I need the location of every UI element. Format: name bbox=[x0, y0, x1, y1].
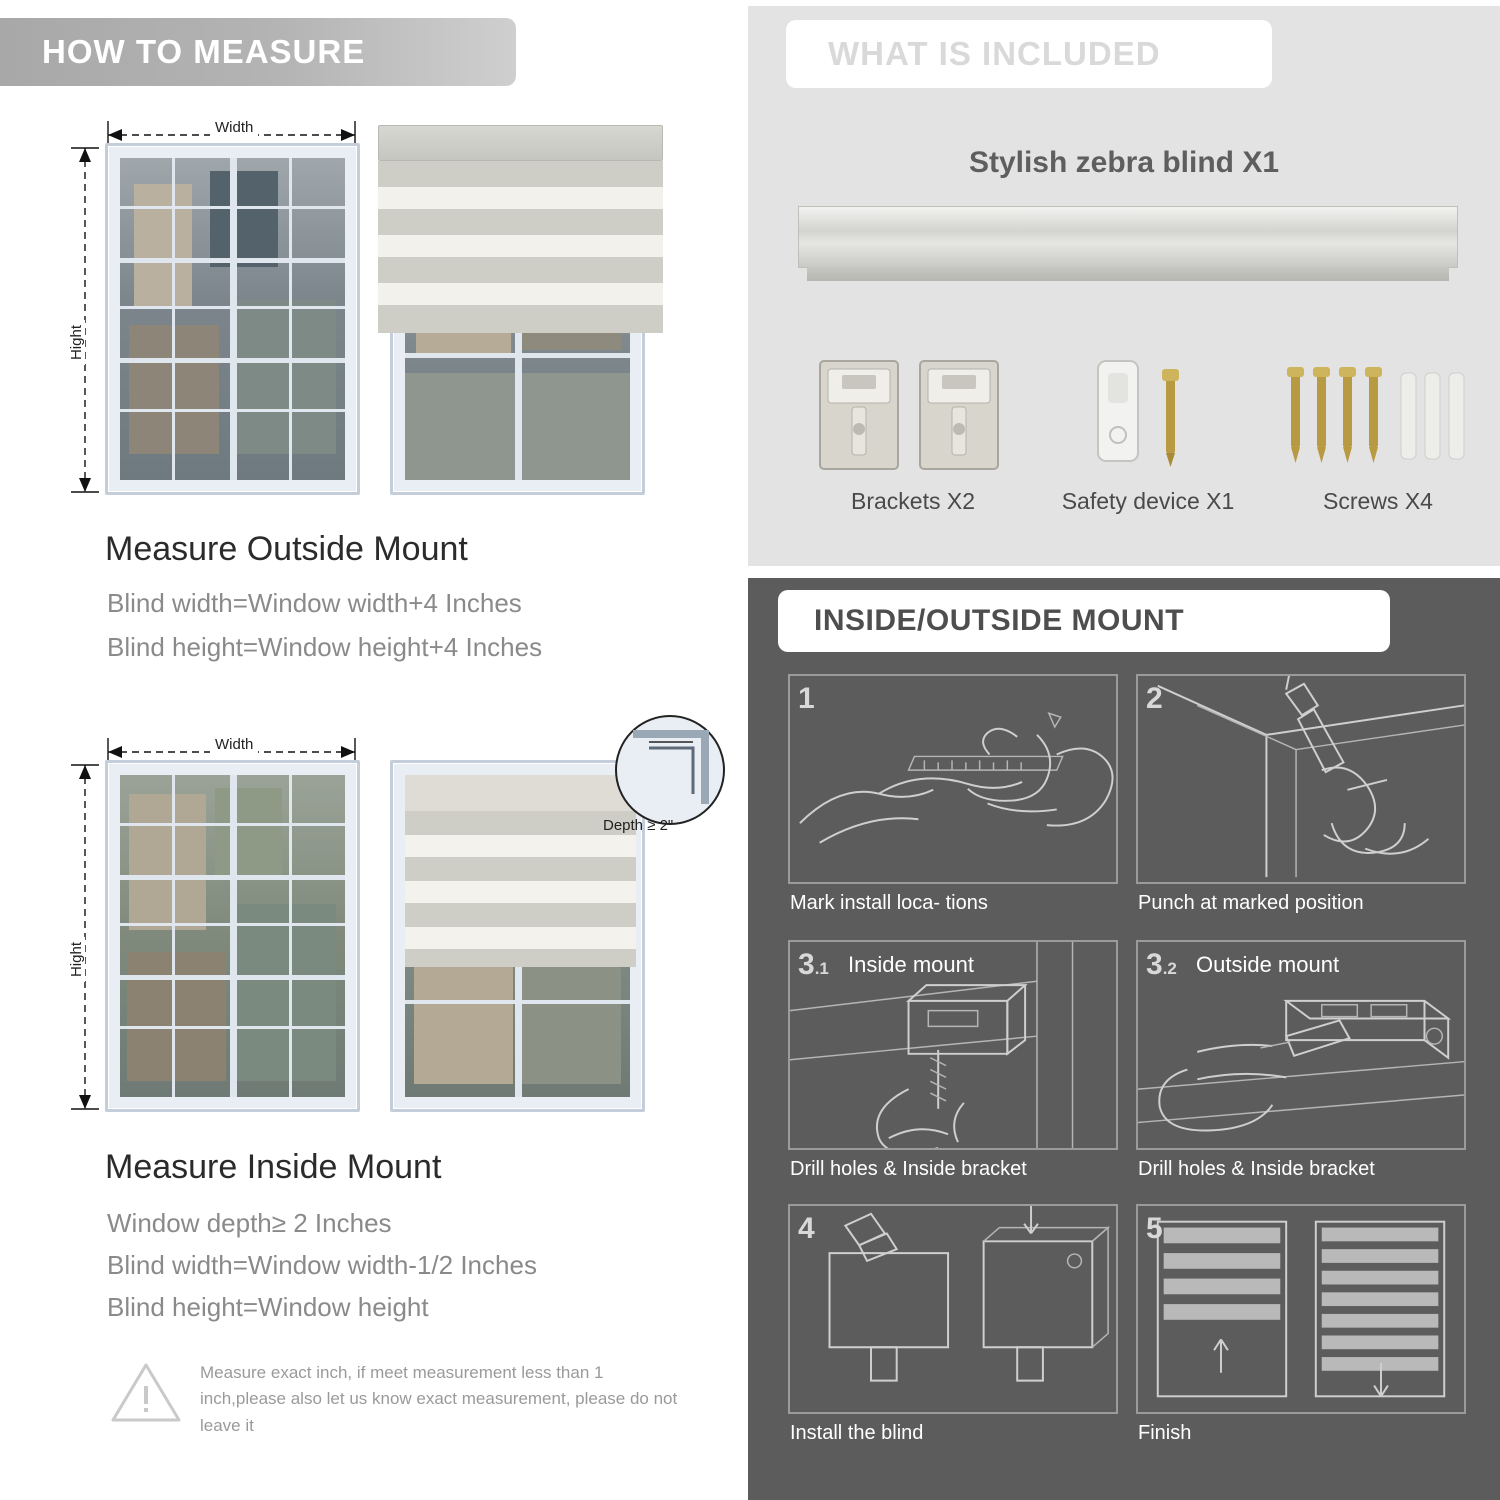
step-caption: Install the blind bbox=[790, 1422, 924, 1444]
blind-fabric bbox=[405, 775, 636, 967]
depth-label: Depth ≥ 2" bbox=[603, 817, 674, 834]
product-title: Stylish zebra blind X1 bbox=[968, 146, 1280, 179]
outside-width-label: Width bbox=[210, 119, 258, 136]
outside-height-label: Hight bbox=[68, 320, 85, 365]
part-label: Safety device X1 bbox=[1061, 488, 1235, 514]
step-1 bbox=[788, 674, 1118, 914]
step-2 bbox=[1136, 674, 1466, 914]
part-screws bbox=[1258, 346, 1498, 536]
measure-note-text: Measure exact inch, if meet measurement less than 1 inch,please also let us know exact measurement, please do not leave it bbox=[200, 1363, 678, 1435]
outside-mount-line-1: Blind width=Window width+4 Inches bbox=[107, 588, 522, 618]
drill-icon bbox=[1136, 674, 1466, 884]
part-label: Brackets X2 bbox=[851, 488, 975, 514]
inside-mount-line-2: Blind width=Window width-1/2 Inches bbox=[107, 1250, 537, 1280]
part-brackets bbox=[788, 346, 1038, 536]
part-safety-device bbox=[1023, 346, 1273, 536]
inside-mount-line-1: Window depth≥ 2 Inches bbox=[107, 1208, 392, 1238]
bracket-icon bbox=[808, 351, 1018, 481]
inside-mount-title: Measure Inside Mount bbox=[105, 1148, 442, 1186]
inside-mount-diagram bbox=[60, 722, 700, 1132]
step-5 bbox=[1136, 1204, 1466, 1444]
inside-height-label: Hight bbox=[68, 937, 85, 982]
step-number: 5 bbox=[1146, 1212, 1163, 1245]
step-number-sub: .2 bbox=[1162, 959, 1177, 978]
what-is-included-section bbox=[748, 6, 1500, 566]
outside-mount-line-2: Blind height=Window height+4 Inches bbox=[107, 632, 543, 662]
parts-row bbox=[748, 346, 1500, 546]
step-number: 1 bbox=[798, 682, 815, 715]
step-number-sub: .1 bbox=[814, 959, 829, 978]
part-label: Screws X4 bbox=[1323, 488, 1433, 514]
step-inline-label: Inside mount bbox=[848, 952, 974, 977]
how-to-measure-section bbox=[0, 0, 742, 1500]
step-3-2 bbox=[1136, 940, 1466, 1180]
step-number: 3.1 bbox=[798, 948, 829, 981]
step-caption: Drill holes & Inside bracket bbox=[1138, 1158, 1375, 1180]
step-number: 3.2 bbox=[1146, 948, 1177, 981]
zebra-blind-headrail-image bbox=[798, 206, 1458, 268]
what-is-included-header: WHAT IS INCLUDED bbox=[786, 20, 1272, 88]
right-column bbox=[748, 0, 1500, 1500]
warning-triangle-icon bbox=[110, 1360, 182, 1424]
window-inside-bare bbox=[105, 760, 360, 1112]
blind-headrail bbox=[378, 125, 663, 161]
blind-fabric bbox=[378, 161, 663, 333]
window-mullions bbox=[120, 158, 345, 480]
window-outside-bare bbox=[105, 143, 360, 495]
measure-note bbox=[110, 1360, 680, 1439]
inside-outside-mount-section bbox=[748, 578, 1500, 1500]
step-number: 2 bbox=[1146, 682, 1163, 715]
step-caption: Punch at marked position bbox=[1138, 892, 1364, 914]
inside-outside-mount-header: INSIDE/OUTSIDE MOUNT bbox=[778, 590, 1390, 652]
step-caption: Drill holes & Inside bracket bbox=[790, 1158, 1027, 1180]
install-blind-icon bbox=[788, 1204, 1118, 1414]
step-number: 4 bbox=[798, 1212, 815, 1245]
step-inline-label: Outside mount bbox=[1196, 952, 1340, 977]
outside-mount-diagram bbox=[60, 105, 700, 515]
step-3-1 bbox=[788, 940, 1118, 1180]
how-to-measure-header: HOW TO MEASURE bbox=[0, 18, 516, 86]
step-caption: Finish bbox=[1138, 1422, 1192, 1444]
safety-device-icon bbox=[1048, 351, 1248, 481]
window-glass bbox=[120, 158, 345, 480]
inside-width-label: Width bbox=[210, 736, 258, 753]
step-4 bbox=[788, 1204, 1118, 1444]
step-caption: Mark install loca- tions bbox=[790, 892, 988, 914]
hand-tape-measure-icon bbox=[788, 674, 1118, 884]
finished-blind-icon bbox=[1136, 1204, 1466, 1414]
window-glass bbox=[120, 775, 345, 1097]
screw-icon bbox=[1273, 351, 1483, 481]
outside-mount-title: Measure Outside Mount bbox=[105, 530, 468, 568]
inside-mount-line-3: Blind height=Window height bbox=[107, 1292, 429, 1322]
